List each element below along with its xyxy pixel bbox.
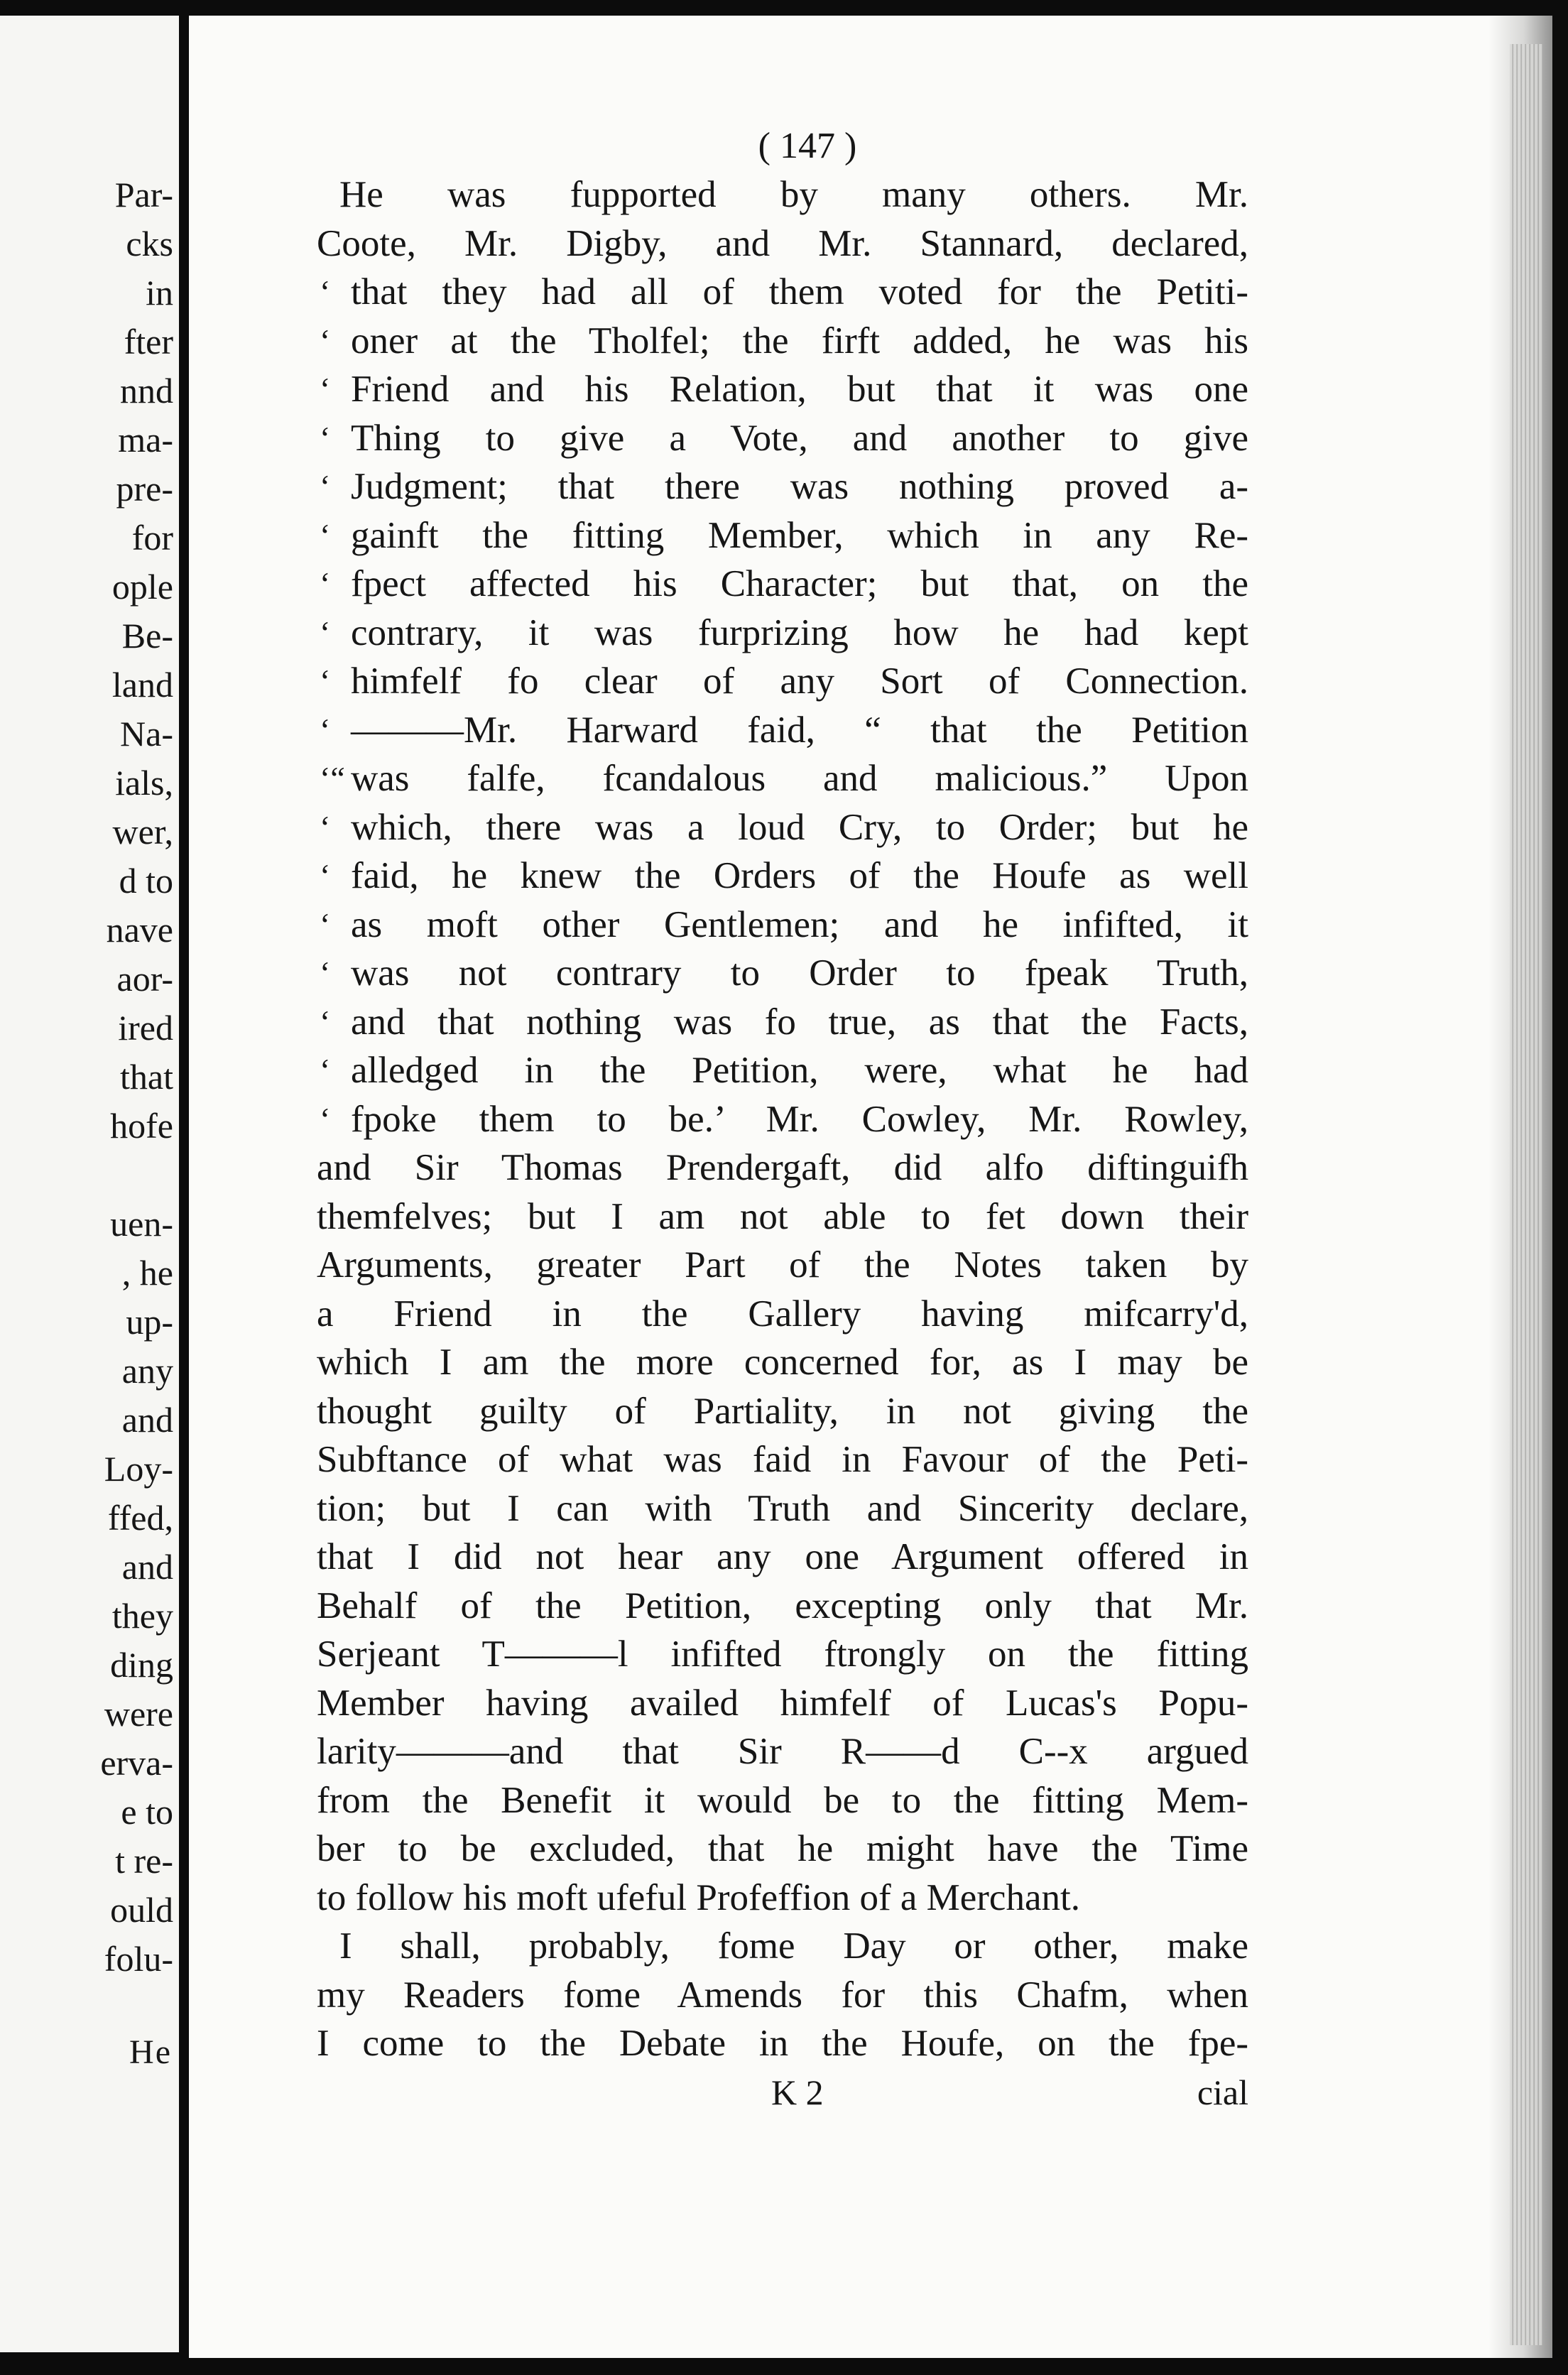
quote-mark: ‘: [320, 906, 331, 942]
text-line-content: to follow his moft ufeful Profeffion of a Merchant.: [317, 1876, 1080, 1918]
text-line: [317, 852, 1248, 901]
quote-mark: ‘: [320, 808, 331, 845]
text-line-content: I shall, probably, fome Day or other, make: [339, 1925, 1248, 1967]
text-line-content: from the Benefit it would be to the fitting Mem-: [317, 1779, 1248, 1821]
previous-page-text-fragments: [100, 170, 173, 1984]
page-footer: [317, 2068, 1248, 2116]
text-line: [317, 1971, 1248, 2020]
text-line-content: Behalf of the Petition, excepting only that Mr.: [317, 1585, 1248, 1626]
left-fragment-line: nave: [106, 910, 173, 950]
left-fragment-line: folu-: [104, 1939, 173, 1979]
left-fragment-line: and: [121, 1547, 173, 1587]
text-line: [317, 1338, 1248, 1387]
left-fragment-line: Loy-: [104, 1449, 173, 1489]
left-fragment-line: land: [111, 665, 173, 705]
text-line-content: Serjeant T———l infifted ftrongly on the fitting: [317, 1634, 1248, 1675]
quote-mark: ‘: [320, 273, 331, 310]
text-line: [317, 1874, 1248, 1923]
left-fragment-line: hofe: [110, 1106, 173, 1146]
text-line-content: faid, he knew the Orders of the Houfe as well: [351, 855, 1248, 896]
text-line: [317, 1582, 1248, 1631]
text-line-content: Arguments, greater Part of the Notes taken by: [317, 1244, 1248, 1286]
quote-mark: ‘: [320, 614, 331, 651]
left-fragment-line: ding: [110, 1645, 173, 1685]
text-line-content: as moft other Gentlemen; and he infifted, it: [351, 903, 1248, 945]
text-line-content: fpect affected his Character; but that, on the: [351, 563, 1248, 604]
left-fragment-line: erva-: [100, 1743, 173, 1783]
text-line-content: fpoke them to be.’ Mr. Cowley, Mr. Rowley,: [351, 1098, 1248, 1140]
left-fragment-line: ople: [111, 567, 173, 607]
quote-mark: ‘: [320, 1052, 331, 1088]
text-line-content: alledged in the Petition, were, what he had: [351, 1050, 1248, 1091]
quote-mark: ‘: [320, 857, 331, 893]
quote-mark: ‘: [320, 565, 331, 602]
text-line: [317, 2019, 1248, 2068]
text-line: [317, 901, 1248, 950]
text-line-content: which, there was a loud Cry, to Order; but he: [351, 806, 1248, 848]
text-line-content: oner at the Tholfel; the firft added, he was his: [351, 320, 1248, 362]
left-fragment-line: ould: [110, 1890, 173, 1930]
text-line: [317, 1825, 1248, 1874]
text-line: [317, 1095, 1248, 1144]
text-line-content: ber to be excluded, that he might have the Time: [317, 1828, 1248, 1869]
left-fragment-line: , he: [121, 1253, 173, 1293]
text-line: [317, 268, 1248, 317]
quote-mark: ‘: [320, 663, 331, 699]
text-line-content: gainft the fitting Member, which in any Re-: [351, 514, 1248, 556]
text-line: [317, 365, 1248, 414]
left-fragment-line: cks: [126, 224, 173, 263]
text-line-content: and Sir Thomas Prendergaft, did alfo diftinguifh: [317, 1147, 1248, 1188]
book-page: [189, 16, 1552, 2358]
text-line-content: Judgment; that there was nothing proved a-: [351, 466, 1248, 507]
text-line: [317, 462, 1248, 511]
text-line: [317, 414, 1248, 463]
quote-mark: ‘: [320, 1003, 331, 1040]
left-fragment-line: [100, 1151, 173, 1200]
text-line: [317, 1679, 1248, 1728]
left-fragment-line: nnd: [120, 371, 173, 411]
previous-page-edge: [0, 16, 179, 2352]
catchword: cial: [1197, 2072, 1248, 2112]
left-fragment-line: t re-: [115, 1841, 173, 1881]
text-line-content: thought guilty of Partiality, in not giving the: [317, 1390, 1248, 1432]
left-fragment-line: wer,: [112, 812, 173, 852]
text-line: [317, 706, 1248, 755]
text-line-content: larity———and that Sir R——d C--x argued: [317, 1731, 1248, 1772]
text-line-content: himfelf fo clear of any Sort of Connection.: [351, 661, 1248, 702]
text-line: [317, 1241, 1248, 1290]
left-fragment-line: ma-: [118, 420, 173, 460]
text-line: [317, 1727, 1248, 1776]
text-line: [317, 998, 1248, 1047]
left-fragment-line: Be-: [121, 616, 173, 656]
text-line: [317, 1630, 1248, 1679]
text-line-content: Friend and his Relation, but that it was one: [351, 369, 1248, 410]
text-line-content: Thing to give a Vote, and another to give: [351, 417, 1248, 459]
page-number: ( 147 ): [758, 126, 857, 166]
text-line-content: was falfe, fcandalous and malicious.” Upon: [351, 758, 1248, 799]
text-line-content: my Readers fome Amends for this Chafm, when: [317, 1974, 1248, 2016]
left-fragment-line: pre-: [116, 469, 173, 509]
left-fragment-line: in: [146, 273, 173, 312]
left-fragment-line: Na-: [120, 714, 173, 754]
left-fragment-line: aor-: [116, 959, 173, 999]
text-line-content: was not contrary to Order to fpeak Truth,: [351, 952, 1248, 994]
left-fragment-line: ffed,: [107, 1498, 173, 1538]
text-line: [317, 1435, 1248, 1484]
left-fragment-line: d to: [119, 861, 173, 901]
left-fragment-line: ials,: [115, 763, 173, 803]
text-line: [317, 1484, 1248, 1533]
text-line-content: contrary, it was furprizing how he had kept: [351, 612, 1248, 653]
text-line-content: which I am the more concerned for, as I may be: [317, 1342, 1248, 1383]
left-fragment-line: for: [131, 518, 173, 558]
quote-mark: ‘: [320, 419, 331, 456]
quote-mark: ‘: [320, 516, 331, 553]
text-line: [317, 803, 1248, 852]
text-line: [317, 170, 1248, 219]
text-line-content: that I did not hear any one Argument offered in: [317, 1536, 1248, 1577]
text-line: [317, 1143, 1248, 1192]
text-line-content: Subftance of what was faid in Favour of the Peti-: [317, 1439, 1248, 1480]
text-line-content: that they had all of them voted for the Petiti-: [351, 271, 1248, 312]
left-fragment-line: fter: [124, 322, 173, 362]
previous-page-catchword: He: [129, 2033, 172, 2071]
page-text-block: [317, 122, 1248, 2116]
text-line: [317, 1387, 1248, 1436]
left-fragment-line: ired: [118, 1008, 173, 1048]
quote-mark: ‘: [320, 711, 331, 748]
text-line: [317, 949, 1248, 998]
left-fragment-line: they: [111, 1596, 173, 1636]
text-line: [317, 317, 1248, 366]
text-line: [317, 511, 1248, 560]
left-fragment-line: uen-: [110, 1204, 173, 1244]
text-line: [317, 1922, 1248, 1971]
signature-mark: K 2: [771, 2072, 824, 2112]
left-fragment-line: e to: [121, 1792, 173, 1832]
quote-mark: ‘: [320, 322, 331, 359]
text-line: [317, 1533, 1248, 1582]
text-line-content: tion; but I can with Truth and Sincerity declare,: [317, 1487, 1248, 1529]
left-fragment-line: any: [121, 1351, 173, 1391]
text-line: [317, 657, 1248, 706]
text-line: [317, 1192, 1248, 1241]
quote-mark: ‘: [320, 955, 331, 991]
text-line: [317, 1776, 1248, 1825]
quote-mark: ‘“: [320, 760, 345, 796]
body-text: [317, 170, 1248, 2068]
text-line-content: ———Mr. Harward faid, “ that the Petition: [351, 709, 1248, 751]
text-line-content: and that nothing was fo true, as that the Facts,: [351, 1001, 1248, 1043]
left-fragment-line: up-: [126, 1302, 173, 1342]
quote-mark: ‘: [320, 468, 331, 504]
text-line-content: themfelves; but I am not able to fet down their: [317, 1195, 1248, 1237]
text-line: [317, 1290, 1248, 1339]
text-line: [317, 219, 1248, 268]
left-fragment-line: and: [121, 1400, 173, 1440]
text-line: [317, 560, 1248, 609]
quote-mark: ‘: [320, 1100, 331, 1137]
left-fragment-line: were: [104, 1694, 173, 1734]
text-line-content: I come to the Debate in the Houfe, on the fpe-: [317, 2023, 1248, 2064]
page-fore-edge: [1510, 44, 1542, 2345]
text-line: [317, 1046, 1248, 1095]
text-line-content: He was fupported by many others. Mr.: [339, 174, 1248, 215]
text-line-content: Member having availed himfelf of Lucas's Popu-: [317, 1682, 1248, 1724]
text-line-content: a Friend in the Gallery having mifcarry'd,: [317, 1293, 1248, 1335]
text-line-content: Coote, Mr. Digby, and Mr. Stannard, declared,: [317, 222, 1248, 264]
quote-mark: ‘: [320, 371, 331, 407]
left-fragment-line: that: [120, 1057, 173, 1097]
text-line: [317, 754, 1248, 803]
text-line: [317, 609, 1248, 658]
left-fragment-line: Par-: [114, 175, 173, 214]
